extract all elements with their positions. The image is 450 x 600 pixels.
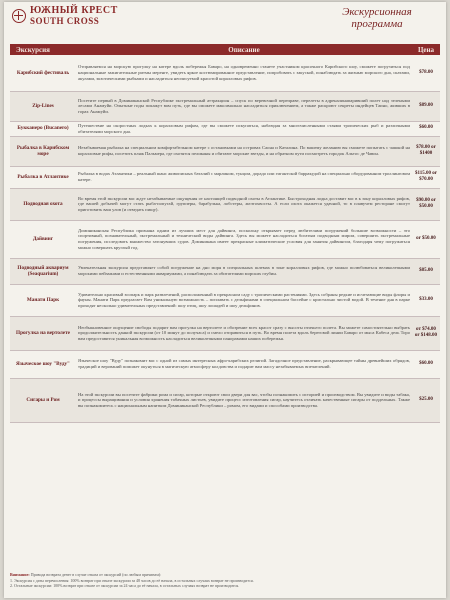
row-price: от $74.00 or $148.00 <box>412 316 440 350</box>
row-name: Рыбалка в Карибском море <box>10 136 76 166</box>
table-body <box>10 55 440 422</box>
row-name: Манати Парк <box>10 284 76 316</box>
header-name: Экскурсия <box>10 44 76 55</box>
table-row <box>10 378 440 422</box>
row-name: Карибский фестиваль <box>10 55 76 91</box>
row-price: $25.00 <box>412 378 440 422</box>
footer-line2: 2. Остальные экскурсии: 100% возврат при отказе от экскурсии за 24 часа до её начала, в остальных случаях возврат не производится. <box>10 583 240 588</box>
row-name: Подводная охота <box>10 188 76 220</box>
row-name: Рыбалка в Атлантике <box>10 166 76 188</box>
row-price: $60.00 <box>412 121 440 136</box>
row-name: Сигары и Ром <box>10 378 76 422</box>
table-header <box>10 44 440 55</box>
compass-icon <box>12 9 26 23</box>
row-name: Zip-Lines <box>10 91 76 121</box>
row-price: $78.00 <box>412 55 440 91</box>
table-row <box>10 55 440 91</box>
row-price: $85.00 <box>412 258 440 284</box>
logo-ru: ЮЖНЫЙ КРЕСТ <box>30 5 118 16</box>
row-desc: Удивительно красивый зоопарк и парк развлечений, расположенный в прекрасном саду с тропическими растениями. Здесь собраны редкие и исчезающие виды флоры и фауны. Манати Парк предлагает Вам уникальную возможность – поплавать с дельфинами в специальном бассейне с кристально чистой водой. В течение дня в парке проходят несколько удивительных представлений: шоу птиц, шоу лошадей и шоу дельфинов. <box>76 284 412 316</box>
header <box>4 2 446 42</box>
row-desc: Посетите первый в Доминиканской Республике экстремальный аттракцион – спуск по веревочной переправе, перелеты в адреналинапаривший полет над зелеными лесами Анамуйи. Опытные гиды покажут вам путь, где вы сможете максимально насладиться приключением, а также раскроют секреты индейцев Таино, живших в горах Анамуйи. <box>76 91 412 121</box>
table-row <box>10 350 440 378</box>
row-name: Дайвинг <box>10 220 76 258</box>
table-row <box>10 166 440 188</box>
footer <box>10 572 440 589</box>
row-desc: Путешествие на скоростных лодках к коралловым рифам, где вы сможете искупаться, наблюдая за многочисленными стаями тропических рыб и различными обитателями морского дна. <box>76 121 412 136</box>
footer-line1: 1. Экскурсия с даты перечисления: 100% возврат при отказе экскурсии за 48 часов до её начала, в остальных случаях возврат не производится. <box>10 577 254 583</box>
row-name: Букканеро (Bucanero) <box>10 121 76 136</box>
row-desc: Отправляемся на морскую прогулку на катере вдоль побережья Баваро, на одновременно станете участником красочного Карибского шоу, сможете погрузиться под национальные зажигательные ритмы меренге, увидеть яркое костюмированное представление, попробовать с закуской, понаблюдать за жизнью морского дна, скатами, акулами, экзотическими рыбками и насладиться неописуемой красотой коралловых рифов. <box>76 55 412 91</box>
row-price: $33.00 <box>412 284 440 316</box>
footer-note: Привода возврата денег в случае отказа от экскурсий (по любым причинам): <box>30 572 162 577</box>
excursion-table <box>10 44 440 423</box>
title-line1: Экскурсионная <box>342 6 412 18</box>
table-row <box>10 91 440 121</box>
row-desc: Незабываемая рыбалка на специальном комфортабельном катере с остановками на островах Саона и Каталина. По вашему желанию вы сможете попытать с чашкой на коралловые рифы, посетить пляж Пальмерa, где охотятся пеликаны и обитают морские звезды, и на обратном пути посмотреть городок Альтос де Чавон. <box>76 136 412 166</box>
row-desc: Языческое шоу "Вуду" познакомит вас с одной из самых интересных афро-карибских религий. Загадочное представление, раскрывающее тайны древнейших обрядов, традиций и верований поможет окунуться в магическую атмосферу колдовства и подарит вам массу незабываемых впечатлений. <box>76 350 412 378</box>
row-name: Прогулка на вертолете <box>10 316 76 350</box>
row-price: or $50.00 <box>412 220 440 258</box>
row-desc: На этой экскурсии вы посетите фабрики рома и сигар, которые откроют свои двери для вас, чтобы познакомить с историей и производством. Вы увидите и виды табака, и процессы выращивания и условия хранения табачных листьев, увидите процесс изготовления сигар, научитесь отличать качественные сигары от поддельных. Также вы познакомитесь с национальным напитком Доминиканской Республики – ромом, его видами и способами производства. <box>76 378 412 422</box>
row-desc: Доминиканская Республика признана одним из лучших мест для дайвинга, поскольку открывает перед любителями погружений большие возможности – это спортивный, познавательный, экстремальный и технический виды дайвинга. Здесь вы можете насладиться богатым подводным миром, совершить экстремальные погружения, исследовать множество затонувших судов. Доминикана имеет прекрасные климатические условия для занятия дайвингом, благодаря чему погружаться можно совершать круглый год. <box>76 220 412 258</box>
row-price: $90.00 or $50.00 <box>412 188 440 220</box>
row-desc: Необыкновенное ощущение свободы подарит вам прогулка на вертолете и обозрение всех красот сразу с высоты птичьего полета. Вы можете самостоятельно выбрать продолжительность данной экскурсии (от 10 минут до получаса) и смело отправиться в путь. Во время полета вдоль береговой линии Баваро от мыса Кабеса дель Торо вам предоставится уникальная возможность насладиться великолепными панорамами наших побережья. <box>76 316 412 350</box>
table-row <box>10 121 440 136</box>
row-price: $60.00 <box>412 350 440 378</box>
header-desc: Описание <box>76 44 412 55</box>
row-price: $89.00 <box>412 91 440 121</box>
title-line2: программа <box>351 18 403 30</box>
row-price: $78.00 or $1400 <box>412 136 440 166</box>
table-row <box>10 220 440 258</box>
row-desc: Во время этой экскурсии вас ждут незабываемые ощущения от настоящей подводной охоты в Атлантике. Быстроходная лодка доставит вас в к зону коралловых рифов, где вашей добычей могут стать рыба-попугай, групперы, барабулька, лобстеры, желтохвосты. А если охота окажется удачной, то в плавучем ресторане смогут приготовить ваш улов (и отведать пищу). <box>76 188 412 220</box>
logo-en: SOUTH CROSS <box>30 16 100 26</box>
table-row <box>10 188 440 220</box>
row-desc: Увлекательная экскурсия представляет собой погружение на дно моря в специальных шлемах в зоне коралловых рифов, где можно полюбоваться великолепными морскими пейзажами и естественными аквариумами, а понаблюдать за обитателями морских глубин. <box>76 258 412 284</box>
table-row <box>10 316 440 350</box>
table-row <box>10 258 440 284</box>
table-row <box>10 284 440 316</box>
header-price: Цена <box>412 44 440 55</box>
row-desc: Рыбалка в водах Атлантики – реальный шанс живописных баталий с марлином, тунцом, дорадо или гигантской барракудой на специально оборудованном троллинговом катере. <box>76 166 412 188</box>
logo <box>12 6 118 26</box>
row-price: $115.00 or $70.00 <box>412 166 440 188</box>
excursion-sheet <box>4 2 446 598</box>
footer-note-label: Внимание: <box>10 572 30 577</box>
row-name: Языческое шоу "Вуду" <box>10 350 76 378</box>
table-row <box>10 136 440 166</box>
row-name: Подводный аквариум (Seaquarium) <box>10 258 76 284</box>
page-title <box>322 6 432 30</box>
